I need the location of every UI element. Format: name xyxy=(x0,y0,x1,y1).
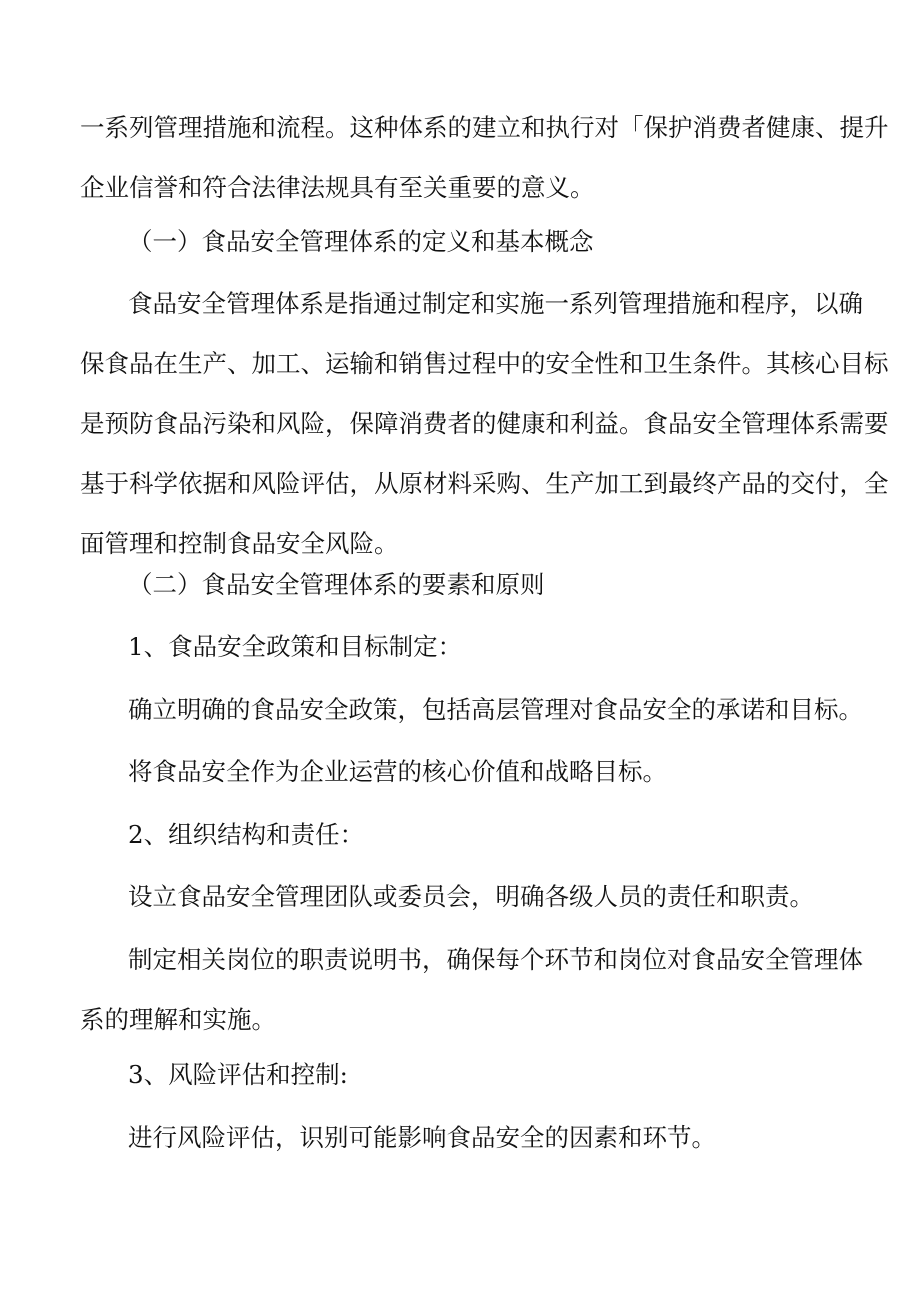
item-1-paragraph-2 xyxy=(80,742,888,802)
text-line: 食品安全管理体系是指通过制定和实施一系列管理措施和程序，以确 xyxy=(128,289,863,318)
item-1-paragraph-1 xyxy=(80,680,888,740)
text-line: 一系列管理措施和流程。这种体系的建立和执行对「保护消费者健康、提升 xyxy=(80,113,889,142)
text-line: 企业信誉和符合法律法规具有至关重要的意义。 xyxy=(80,173,595,202)
text-line: 基于科学依据和风险评估，从原材料采购、生产加工到最终产品的交付，全 xyxy=(80,469,889,498)
text-line: 设立食品安全管理团队或委员会，明确各级人员的责任和职责。 xyxy=(128,882,814,911)
text-line: 进行风险评估，识别可能影响食品安全的因素和环节。 xyxy=(128,1123,716,1152)
text-line: 是预防食品污染和风险，保障消费者的健康和利益。食品安全管理体系需要 xyxy=(80,409,889,438)
heading-text: （一）食品安全管理体系的定义和基本概念 xyxy=(128,227,594,256)
item-1-title xyxy=(80,617,888,677)
section-heading-2 xyxy=(80,555,888,615)
item-3-title xyxy=(80,1045,888,1105)
text-line: 制定相关岗位的职责说明书，确保每个环节和岗位对食品安全管理体 xyxy=(128,945,863,974)
paragraph-definition xyxy=(80,274,889,574)
paragraph-intro xyxy=(80,98,889,218)
heading-text: （二）食品安全管理体系的要素和原则 xyxy=(128,570,545,599)
text-line: 2、组织结构和责任： xyxy=(128,820,365,849)
text-line: 系的理解和实施。 xyxy=(80,1005,276,1034)
text-line: 面管理和控制食品安全风险。 xyxy=(80,529,399,558)
text-line: 保食品在生产、加工、运输和销售过程中的安全性和卫生条件。其核心目标 xyxy=(80,349,889,378)
section-heading-1 xyxy=(80,212,888,272)
item-2-title xyxy=(80,805,888,865)
text-line: 将食品安全作为企业运营的核心价值和战略目标。 xyxy=(128,757,667,786)
text-line: 确立明确的食品安全政策，包括高层管理对食品安全的承诺和目标。 xyxy=(128,695,863,724)
item-2-paragraph-1 xyxy=(80,867,888,927)
text-line: 3、风险评估和控制: xyxy=(128,1060,348,1089)
text-line: 1、食品安全政策和目标制定： xyxy=(128,632,463,661)
item-3-paragraph-1 xyxy=(80,1108,888,1168)
item-2-paragraph-2 xyxy=(80,930,863,1050)
